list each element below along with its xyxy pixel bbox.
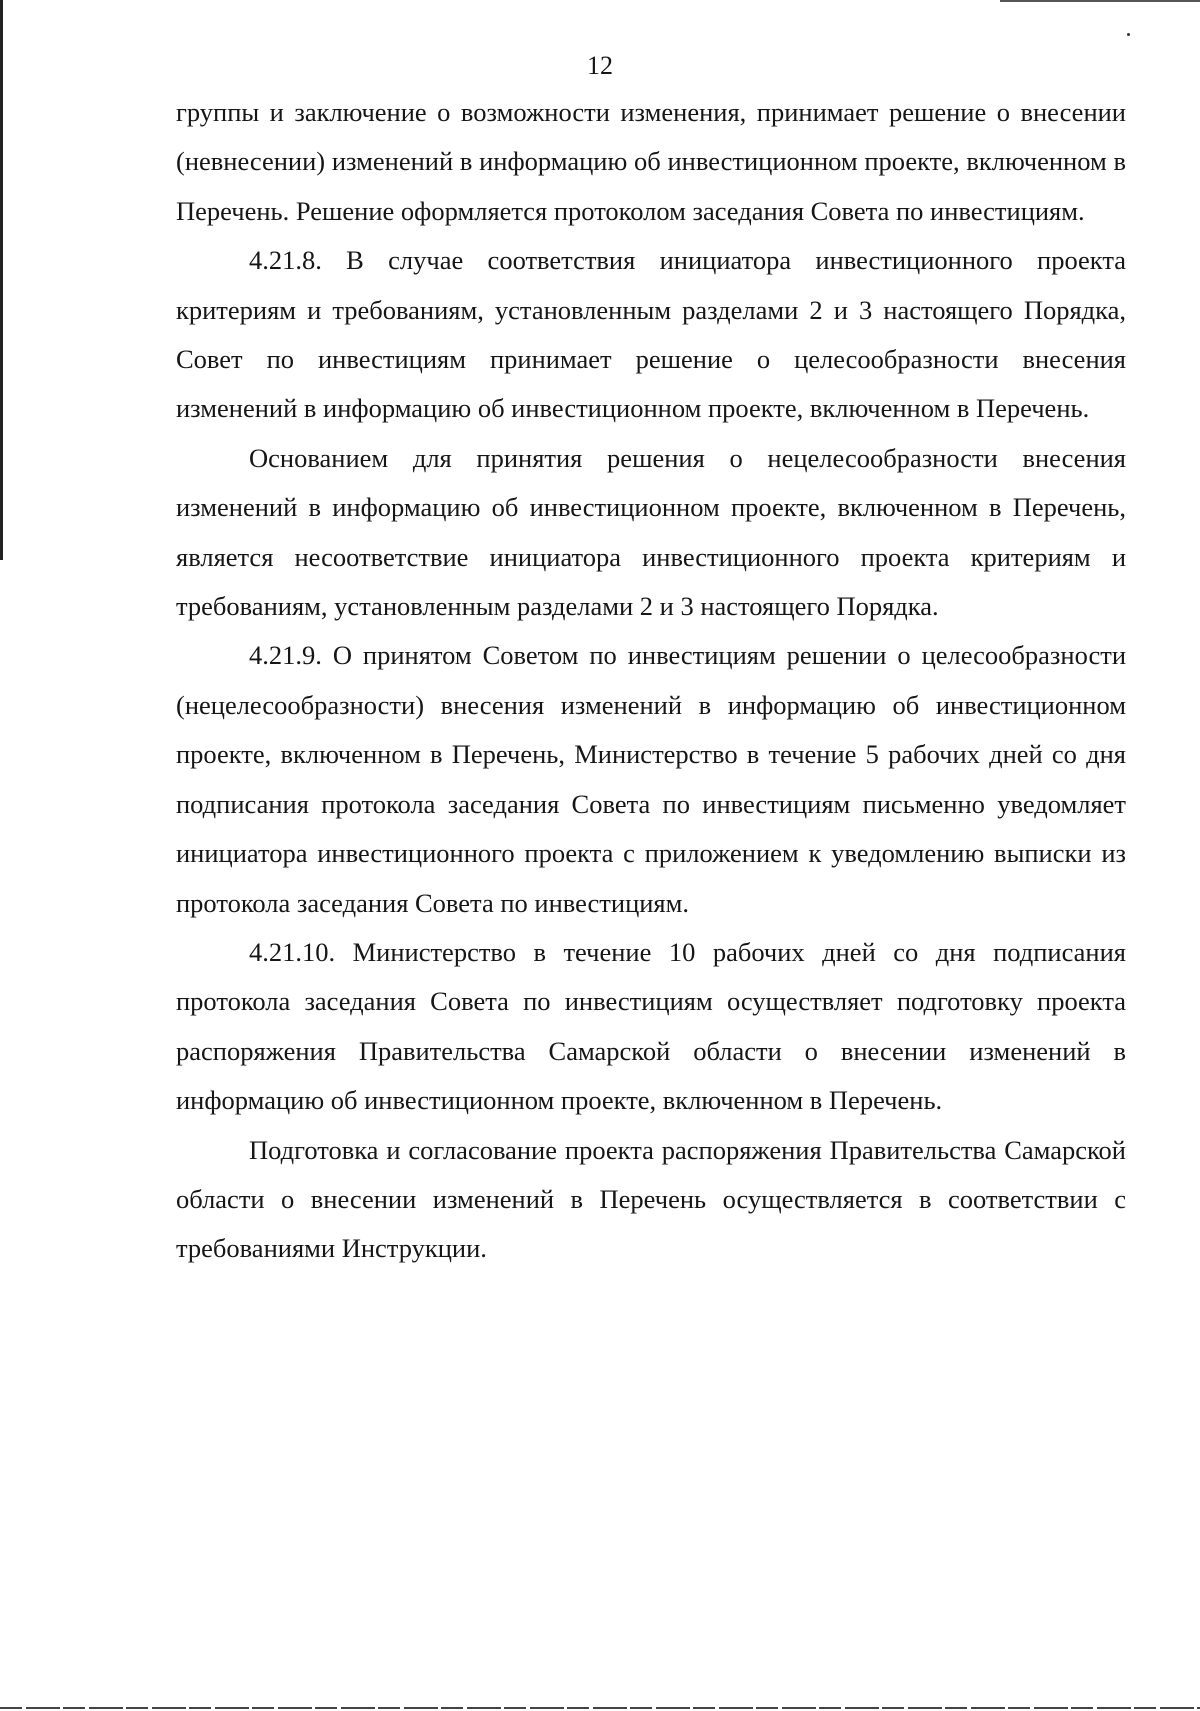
scan-top-line-artifact <box>1000 0 1200 2</box>
paragraph-grounds: Основанием для принятия решения о нецелесообразности внесения изменений в информацию об инвестиционном проекте, включенном в Перечень, является несоответствие инициатора инвестиционного проекта критериям и требованиям, установленным разделами 2 и 3 настоящего Порядка. <box>176 442 1126 622</box>
paragraph-4-21-9: 4.21.9. О принятом Советом по инвестициям решении о целесообразности (нецелесообразности) внесения изменений в информацию об инвестиционном проекте, включенном в Перечень, Министерство в течение 5 рабочих дней со дня подписания протокола заседания Совета по инвестициям письменно уведомляет инициатора инвестиционного проекта с приложением к уведомлению выписки из протокола заседания Совета по инвестициям. <box>176 640 1126 918</box>
scan-dot-artifact <box>1127 33 1130 36</box>
paragraph-4-21-10: 4.21.10. Министерство в течение 10 рабочих дней со дня подписания протокола заседания Совета по инвестициям осуществляет подготовку проекта распоряжения Правительства Самарской области о внесении изменений в информацию об инвестиционном проекте, включенном в Перечень. <box>176 936 1126 1116</box>
page-number: 12 <box>587 51 613 80</box>
scan-edge-artifact <box>0 0 3 560</box>
scan-bottom-line-artifact <box>0 1707 1200 1709</box>
document-body <box>176 88 1126 1274</box>
paragraph-preparation: Подготовка и согласование проекта распоряжения Правительства Самарской области о внесении изменений в Перечень осуществляется в соответствии с требованиями Инструкции. <box>176 1134 1126 1264</box>
paragraph-continuation: группы и заключение о возможности изменения, принимает решение о внесении (невнесении) изменений в информацию об инвестиционном проекте, включенном в Перечень. Решение оформляется протоколом заседания Совета по инвестициям. <box>176 97 1126 226</box>
paragraph-4-21-8: 4.21.8. В случае соответствия инициатора инвестиционного проекта критериям и требованиям, установленным разделами 2 и 3 настоящего Порядка, Совет по инвестициям принимает решение о целесообразности внесения изменений в информацию об инвестиционном проекте, включенном в Перечень. <box>176 245 1126 424</box>
